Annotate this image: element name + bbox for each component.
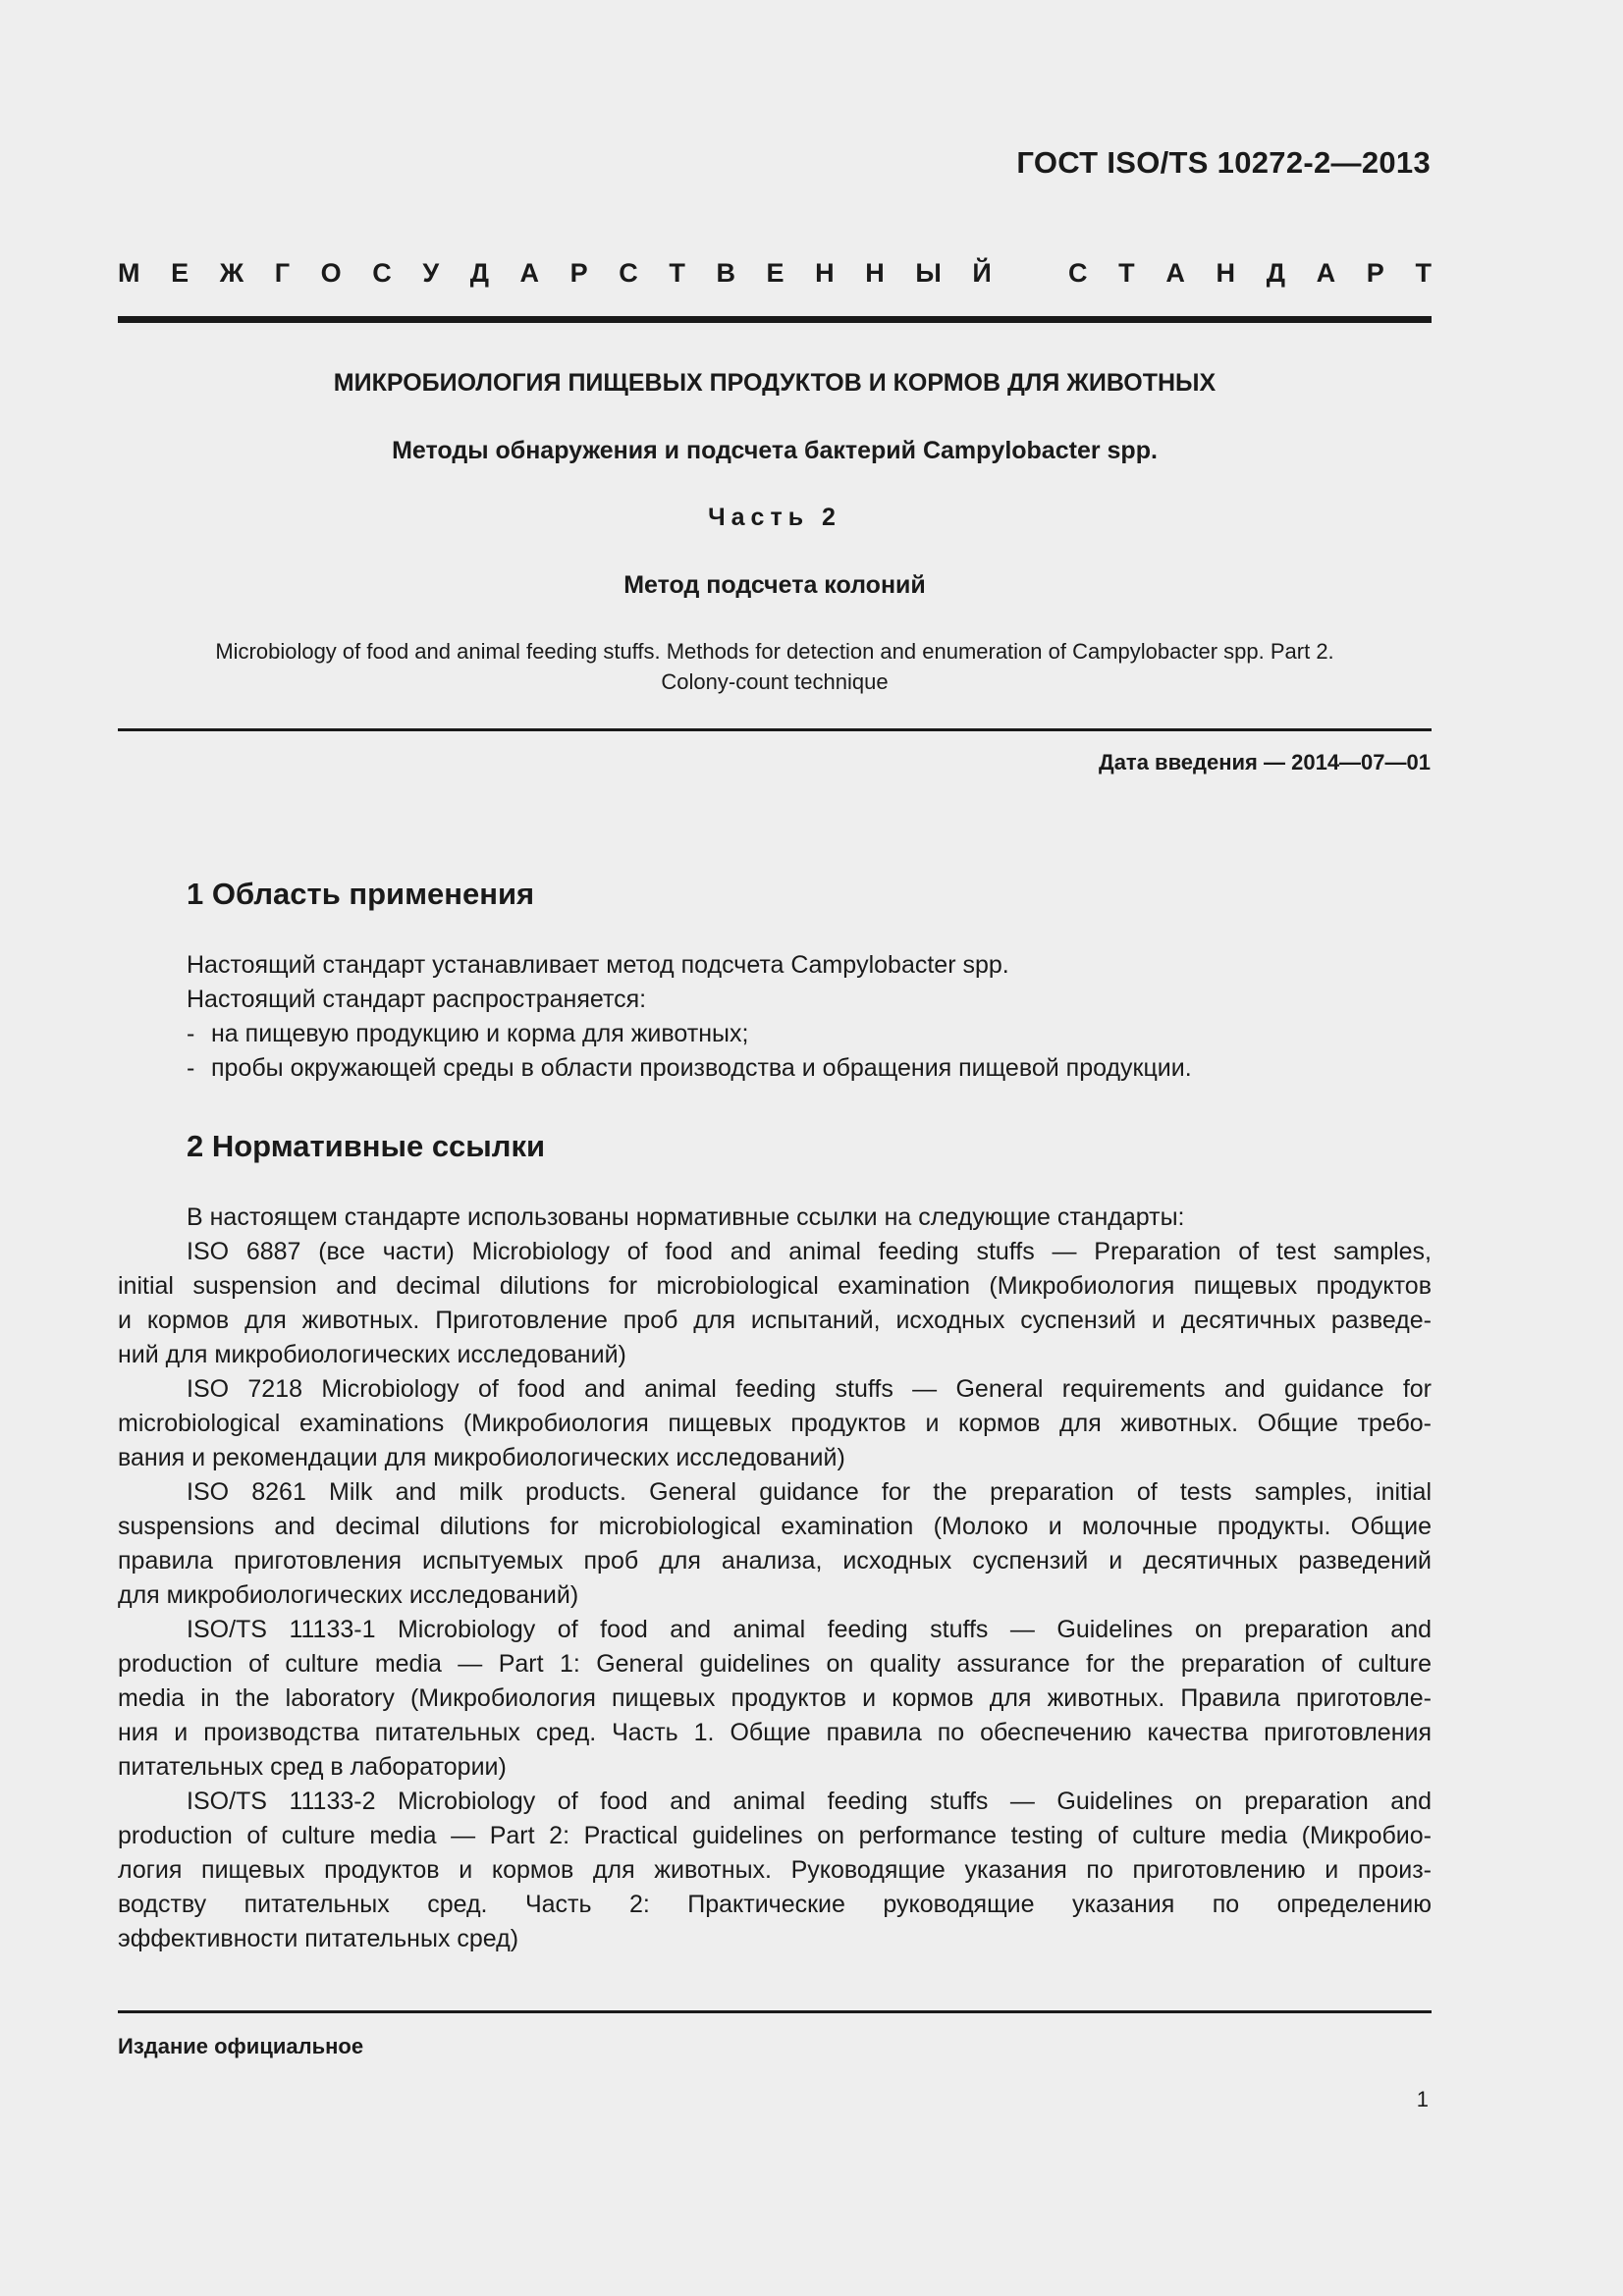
banner-letter: Г [274,258,291,288]
banner-letter: А [1165,258,1185,288]
normative-reference [118,1475,1432,1613]
banner-letter: Ж [219,258,244,288]
list-dash: - [187,1020,195,1047]
footer-rule [118,2010,1432,2013]
reference-line: ISO 6887 (все части) Microbiology of food and animal feeding stuffs — Preparation of test samples, [187,1238,1432,1265]
banner-letter: С [1068,258,1088,288]
banner-word-interstate [118,258,992,289]
reference-line: и кормов для животных. Приготовление проб для испытаний, исходных суспензий и десятичных разведе- [118,1307,1432,1334]
banner-letter: Д [469,258,489,288]
reference-line: для микробиологических исследований) [118,1581,579,1609]
banner-letter: Р [1366,258,1384,288]
banner-letter: Н [815,258,835,288]
section-1-heading: 1 Область применения [187,877,535,911]
reference-line: эффективности питательных сред) [118,1925,519,1952]
reference-line: ния и производства питательных сред. Часть 1. Общие правила по обеспечению качества приготовления [118,1719,1432,1746]
banner-letter: Е [766,258,784,288]
document-code: ГОСТ ISO/TS 10272-2—2013 [1016,145,1431,180]
reference-line: production of culture media — Part 1: General guidelines on quality assurance for the preparation of culture [118,1650,1432,1678]
list-item [118,1017,1432,1051]
reference-line: ISO 8261 Milk and milk products. General guidance for the preparation of tests samples, initial [187,1478,1432,1506]
paragraph-line: Настоящий стандарт устанавливает метод подсчета Campylobacter spp. [187,951,1009,979]
english-title-line: Microbiology of food and animal feeding stuffs. Methods for detection and enumeration of Campylobacter spp. Part 2. [215,639,1334,664]
section-1-body [118,948,1432,1086]
normative-reference [118,1613,1432,1785]
banner-letter: Т [1118,258,1135,288]
document-title: МИКРОБИОЛОГИЯ ПИЩЕВЫХ ПРОДУКТОВ И КОРМОВ ДЛЯ ЖИВОТНЫХ [333,369,1217,397]
reference-line: ISO 7218 Microbiology of food and animal feeding stuffs — General requirements and guidance for [187,1375,1432,1403]
english-title-line: Colony-count technique [661,669,889,694]
banner-letter: В [716,258,735,288]
list-item [118,1051,1432,1086]
banner-letter: Т [669,258,685,288]
reference-line: правила приготовления испытуемых проб для анализа, исходных суспензий и десятичных разведений [118,1547,1432,1575]
normative-reference [118,1372,1432,1475]
reference-line: media in the laboratory (Микробиология пищевых продуктов и кормов для животных. Правила приготовле- [118,1684,1432,1712]
reference-line: initial suspension and decimal dilutions for microbiological examination (Микробиология пищевых продуктов [118,1272,1432,1300]
paragraph-line: В настоящем стандарте использованы нормативные ссылки на следующие стандарты: [187,1203,1185,1231]
banner-letter: Д [1266,258,1285,288]
banner-word-standard [1068,258,1432,289]
reference-line: логия пищевых продуктов и кормов для животных. Руководящие указания по приготовлению и произ- [118,1856,1432,1884]
banner-letter: М [118,258,140,288]
reference-line: ISO/TS 11133-2 Microbiology of food and animal feeding stuffs — Guidelines on preparation and [187,1788,1432,1815]
banner-letter: Т [1415,258,1432,288]
reference-line: production of culture media — Part 2: Practical guidelines on performance testing of culture media (Микробио- [118,1822,1432,1849]
banner-letter: Й [972,258,992,288]
english-title [118,636,1432,697]
section-2-body [118,1201,1432,1956]
section-2-heading: 2 Нормативные ссылки [187,1129,546,1163]
banner-letter: У [422,258,440,288]
reference-line: водству питательных сред. Часть 2: Практические руководящие указания по определению [118,1891,1432,1918]
interstate-standard-banner [118,258,1432,289]
banner-letter: Н [865,258,885,288]
reference-line: ISO/TS 11133-1 Microbiology of food and animal feeding stuffs — Guidelines on preparation and [187,1616,1432,1643]
banner-letter: Н [1216,258,1236,288]
official-edition-label: Издание официальное [118,2034,364,2058]
banner-letter: Е [171,258,189,288]
title-rule [118,728,1432,731]
normative-reference [118,1785,1432,1956]
list-item-text: пробы окружающей среды в области производства и обращения пищевой продукции. [211,1054,1192,1082]
normative-reference [118,1235,1432,1372]
banner-letter: О [320,258,342,288]
list-item-text: на пищевую продукцию и корма для животных; [211,1020,749,1047]
document-method-title: Метод подсчета колоний [623,571,926,599]
header-rule [118,316,1432,323]
reference-line: microbiological examinations (Микробиология пищевых продуктов и кормов для животных. Общие требо- [118,1410,1432,1437]
banner-letter: Ы [915,258,942,288]
banner-letter: А [519,258,540,288]
reference-line: ний для микробиологических исследований) [118,1341,626,1368]
banner-letter: Р [569,258,588,288]
reference-line: suspensions and decimal dilutions for microbiological examination (Молоко и молочные продукты. Общие [118,1513,1432,1540]
document-subtitle: Методы обнаружения и подсчета бактерий Campylobacter spp. [392,437,1158,464]
banner-letter: А [1316,258,1336,288]
banner-letter: С [372,258,392,288]
introduction-date: Дата введения — 2014—07—01 [1099,750,1431,774]
document-part: Часть 2 [708,504,841,531]
banner-letter: С [619,258,638,288]
paragraph-line: Настоящий стандарт распространяется: [187,986,647,1013]
reference-line: питательных сред в лаборатории) [118,1753,507,1781]
page-number: 1 [1416,2087,1429,2111]
list-dash: - [187,1054,195,1082]
reference-line: вания и рекомендации для микробиологических исследований) [118,1444,845,1471]
